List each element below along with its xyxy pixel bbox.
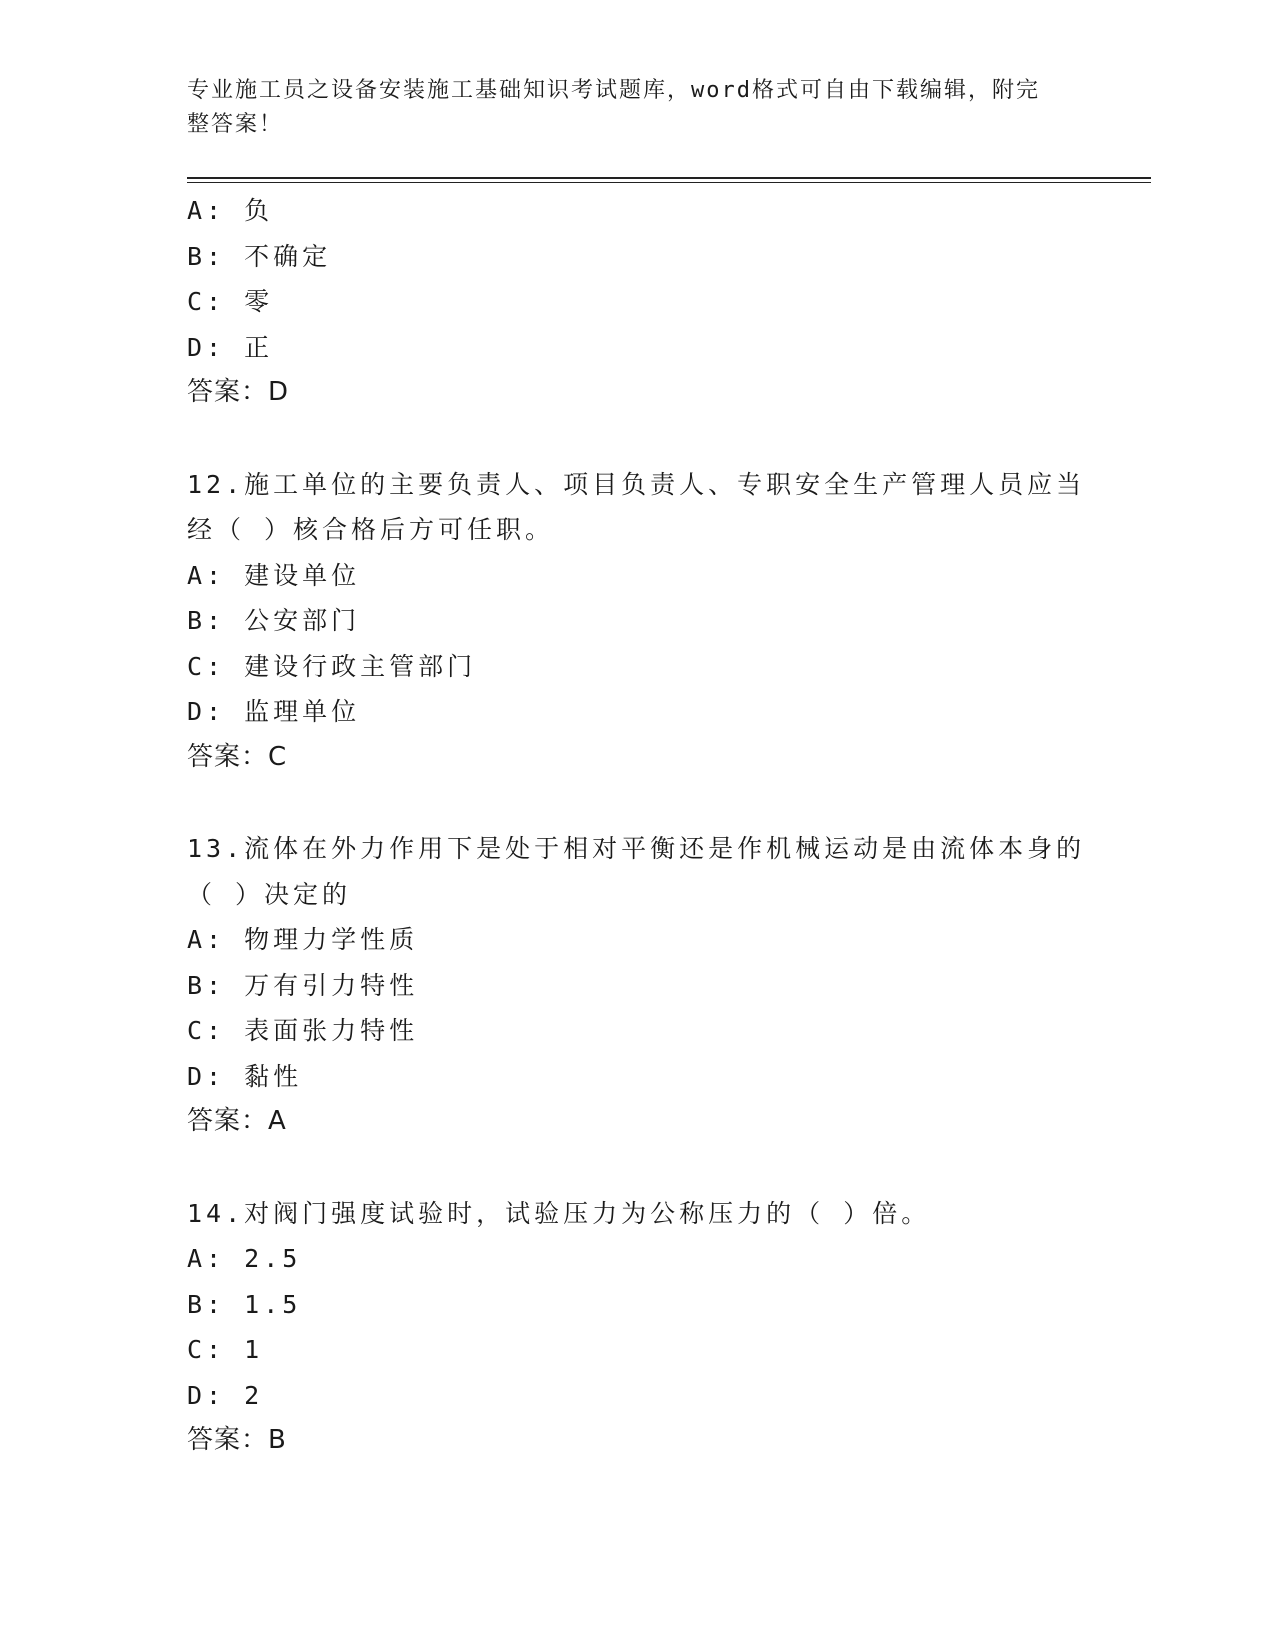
- option-a: A: 2.5: [187, 1244, 302, 1273]
- document-header: [187, 74, 1067, 142]
- option-c: C: 零: [187, 287, 274, 316]
- option-b: B: 1.5: [187, 1289, 302, 1319]
- option-c: C: 建设行政主管部门: [187, 651, 477, 681]
- question-block-14: [187, 1191, 1087, 1464]
- question-text-line-1: 14.对阀门强度试验时，试验压力为公称压力的（ ）倍。: [187, 1198, 931, 1228]
- option-b: B: 不确定: [187, 241, 332, 271]
- header-line-1: 专业施工员之设备安装施工基础知识考试题库，word格式可自由下载编辑，附完: [187, 78, 1040, 103]
- answer-line: 答案：C: [187, 741, 288, 772]
- question-text-line-2: （ ）决定的: [187, 879, 352, 909]
- option-d: D: 正: [187, 332, 274, 362]
- option-c: C: 1: [187, 1335, 264, 1364]
- header-divider-thick: [187, 177, 1151, 179]
- question-block-13: [187, 826, 1087, 1145]
- question-list: [187, 188, 1087, 1464]
- option-c: C: 表面张力特性: [187, 1016, 419, 1045]
- question-text-line-1: 12.施工单位的主要负责人、项目负责人、专职安全生产管理人员应当: [187, 469, 1086, 499]
- question-block-12: [187, 462, 1087, 781]
- option-d: D: 2: [187, 1380, 264, 1410]
- option-b: B: 公安部门: [187, 606, 361, 635]
- option-b: B: 万有引力特性: [187, 970, 419, 1000]
- header-line-2: 整答案！: [187, 112, 284, 137]
- header-divider-thin: [187, 182, 1151, 183]
- question-text-line-1: 13.流体在外力作用下是处于相对平衡还是作机械运动是由流体本身的: [187, 834, 1086, 863]
- question-block-11: [187, 188, 1087, 416]
- option-a: A: 建设单位: [187, 560, 361, 590]
- option-a: A: 负: [187, 196, 274, 225]
- answer-line: 答案：A: [187, 1106, 287, 1136]
- answer-line: 答案：B: [187, 1425, 287, 1455]
- answer-line: 答案：D: [187, 377, 290, 407]
- spacer: [187, 416, 1087, 462]
- option-a: A: 物理力学性质: [187, 925, 419, 954]
- spacer: [187, 1145, 1087, 1191]
- spacer: [187, 780, 1087, 826]
- question-text-line-2: 经（ ）核合格后方可任职。: [187, 515, 555, 544]
- option-d: D: 监理单位: [187, 697, 361, 726]
- option-d: D: 黏性: [187, 1061, 303, 1091]
